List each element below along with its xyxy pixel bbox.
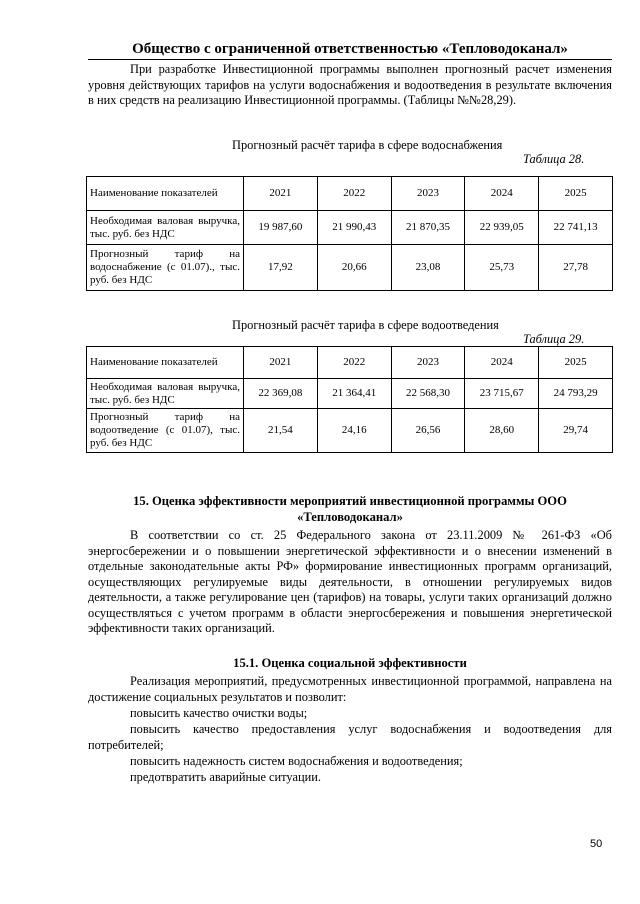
table-header-cell: 2021 — [244, 347, 318, 379]
table28-caption: Прогнозный расчёт тарифа в сфере водоснабжения — [232, 138, 503, 152]
section15-body: В соответствии со ст. 25 Федерального закона от 23.11.2009 № 261-ФЗ «Об энергосбережении и о повышении энергетической эффективности и о внесении изменений в отдельные законодательные акты РФ» формирование инвестиционных программ организаций, осуществляющих регулируемые виды деятельности, в отношении регулируемых видов деятельности, а также регулирование цен (тарифов) на товары, услуги таких организаций должно осуществляться с учетом программ в области энергосбережения и повышения энергетической эффективности таких организаций. — [88, 528, 612, 635]
table-cell: 22 369,08 — [244, 379, 318, 409]
section151-title: 15.1. Оценка социальной эффективности — [233, 656, 467, 670]
list-item: повысить надежность систем водоснабжения и водоотведения; — [130, 754, 463, 768]
table-cell: 20,66 — [317, 245, 391, 291]
table-cell: 29,74 — [539, 409, 613, 453]
table29 — [86, 346, 613, 453]
table-cell: 17,92 — [244, 245, 318, 291]
table-row — [87, 379, 613, 409]
table29-label: Таблица 29. — [523, 332, 585, 346]
table-cell: 19 987,60 — [244, 211, 318, 245]
table29-caption: Прогнозный расчёт тарифа в сфере водоотведения — [232, 318, 499, 332]
table-header-cell: 2025 — [539, 347, 613, 379]
table-cell: 23 715,67 — [465, 379, 539, 409]
table-header-cell: 2022 — [317, 177, 391, 211]
table-header-cell: 2022 — [317, 347, 391, 379]
table-cell: 25,73 — [465, 245, 539, 291]
list-item: повысить качество предоставления услуг водоснабжения и водоотведения для потребителей; — [88, 722, 612, 752]
table-cell: 22 939,05 — [465, 211, 539, 245]
table-cell: 24 793,29 — [539, 379, 613, 409]
table-row — [87, 409, 613, 453]
table-cell: 21 870,35 — [391, 211, 465, 245]
table-row-name: Прогнозный тариф на водоотведение (с 01.07), тыс. руб. без НДС — [87, 409, 244, 453]
table-cell: 21 990,43 — [317, 211, 391, 245]
table-cell: 21,54 — [244, 409, 318, 453]
page-header: Общество с ограниченной ответственностью «Тепловодоканал» — [88, 40, 612, 60]
table-row-name: Прогнозный тариф на водоснабжение (с 01.07)., тыс. руб. без НДС — [87, 245, 244, 291]
table-cell: 21 364,41 — [317, 379, 391, 409]
table-header-cell: 2025 — [539, 177, 613, 211]
section151-intro: Реализация мероприятий, предусмотренных инвестиционной программой, направлена на достижение социальных результатов и позволит: — [88, 674, 612, 704]
table-row-name: Необходимая валовая выручка, тыс. руб. без НДС — [87, 379, 244, 409]
table-header-cell: 2024 — [465, 347, 539, 379]
table-row — [87, 211, 613, 245]
table-cell: 22 568,30 — [391, 379, 465, 409]
table-cell: 23,08 — [391, 245, 465, 291]
table-cell: 22 741,13 — [539, 211, 613, 245]
table-cell: 24,16 — [317, 409, 391, 453]
section15-title-line1: 15. Оценка эффективности мероприятий инвестиционной программы ООО — [133, 494, 567, 508]
table-header-cell: Наименование показателей — [87, 347, 244, 379]
table-header-row — [87, 347, 613, 379]
list-item: предотвратить аварийные ситуации. — [130, 770, 321, 784]
table-header-cell: 2021 — [244, 177, 318, 211]
list-item: повысить качество очистки воды; — [130, 706, 308, 720]
table28-label: Таблица 28. — [523, 152, 585, 166]
table-cell: 27,78 — [539, 245, 613, 291]
table-header-cell: 2023 — [391, 347, 465, 379]
table-header-cell: 2023 — [391, 177, 465, 211]
table-cell: 26,56 — [391, 409, 465, 453]
page-number: 50 — [590, 838, 603, 850]
table-header-row — [87, 177, 613, 211]
table-row-name: Необходимая валовая выручка, тыс. руб. без НДС — [87, 211, 244, 245]
table-cell: 28,60 — [465, 409, 539, 453]
table28 — [86, 176, 613, 291]
table-header-cell: Наименование показателей — [87, 177, 244, 211]
table-header-cell: 2024 — [465, 177, 539, 211]
section15-title-line2: «Тепловодоканал» — [297, 510, 403, 524]
intro-paragraph: При разработке Инвестиционной программы выполнен прогнозный расчет изменения уровня действующих тарифов на услуги водоснабжения и водоотведения в результате включения в них средств на реализацию Инвестиционной программы. (Таблицы №№28,29). — [88, 62, 612, 107]
table-row — [87, 245, 613, 291]
